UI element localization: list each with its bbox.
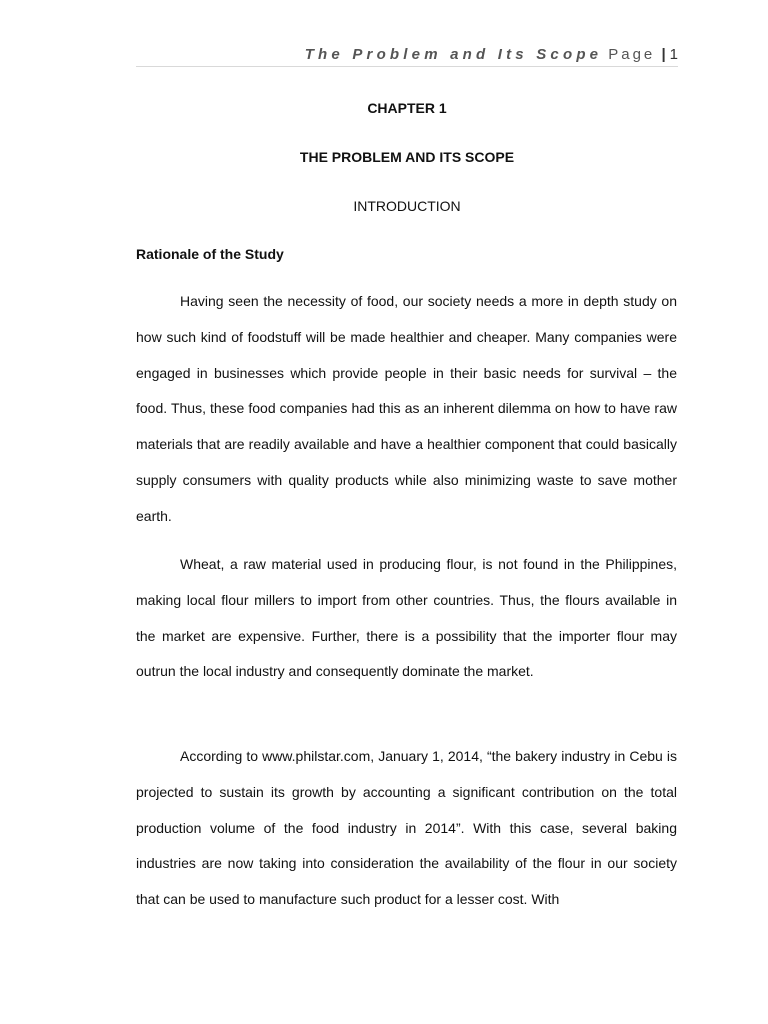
chapter-label: CHAPTER 1 xyxy=(367,100,447,116)
page-header xyxy=(136,44,678,67)
header-separator: | xyxy=(661,46,666,63)
document-title: THE PROBLEM AND ITS SCOPE xyxy=(299,149,515,165)
subsection-heading: Rationale of the Study xyxy=(136,246,284,262)
section-title: INTRODUCTION xyxy=(353,198,461,214)
body-paragraph: Having seen the necessity of food, our society needs a more in depth study on how such kind of foodstuff will be made healthier and cheaper. Many companies were engaged in businesses which provide people in their basic needs for survival – the food. Thus, these food companies had this as an inherent dilemma on how to have raw materials that are readily available and have a healthier component that could basically supply consumers with quality products while also minimizing waste to save mother earth. xyxy=(136,293,677,524)
body-paragraph: Wheat, a raw material used in producing flour, is not found in the Philippines, making local flour millers to import from other countries. Thus, the flours available in the market are expensive. Further, there is a possibility that the importer flour may outrun the local industry and consequently dominate the market. xyxy=(136,556,677,680)
page-number: 1 xyxy=(669,46,678,63)
body-paragraph: According to www.philstar.com, January 1, 2014, “the bakery industry in Cebu is projected to sustain its growth by accounting a significant contribution on the total production volume of the food industry in 2014”. With this case, several baking industries are now taking into consideration the availability of the flour in our society that can be used to manufacture such product for a lesser cost. With xyxy=(136,748,677,908)
running-title: The Problem and Its Scope xyxy=(304,46,603,63)
page-label: Page xyxy=(608,46,656,63)
